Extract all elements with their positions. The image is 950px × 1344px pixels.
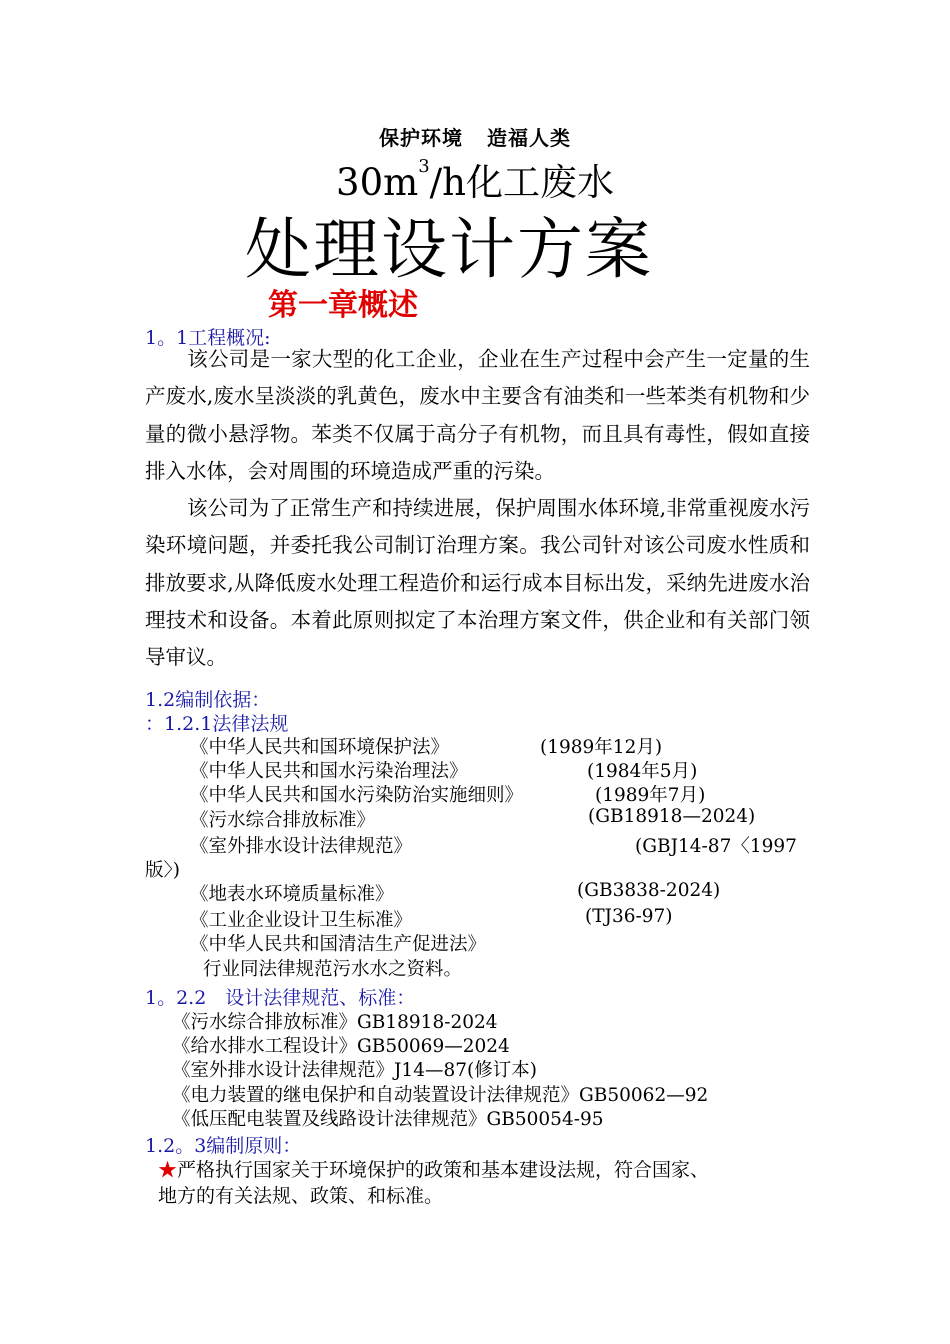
law-item: 《中华人民共和国水污染治理法》 (1984年5月): [190, 761, 698, 782]
law-item: 《中华人民共和国水污染防治实施细则》 (1989年7月): [190, 785, 706, 806]
slogan-left: 保护环境: [379, 126, 463, 150]
law-item: 《中华人民共和国环境保护法》 (1989年12月): [190, 737, 663, 758]
title-line-1: $30m^3/h$化工废水: [336, 156, 614, 204]
principle-line-2: 地方的有关法规、政策、和标准。: [158, 1185, 444, 1207]
section-1-1-heading: 1。1工程概况:: [145, 327, 271, 349]
section-1-1-paragraph-2: 该公司为了正常生产和持续进展，保护周围水体环境,非常重视废水污染环境问题，并委托我公司制订治理方案。我公司针对该公司废水性质和排放要求,从降低废水处理工程造价和运行成本目标出发，采纳先进废水治理技术和设备。本着此原则拟定了本治理方案文件，供企业和有关部门领导审议。: [145, 496, 810, 670]
section-1-1-paragraph-1: 该公司是一家大型的化工企业，企业在生产过程中会产生一定量的生产废水,废水呈淡淡的乳黄色，废水中主要含有油类和一些苯类有机物和少量的微小悬浮物。苯类不仅属于高分子有机物，而且具有毒性，假如直接排入水体，会对周围的环境造成严重的污染。: [145, 347, 810, 483]
standard-item: 《电力装置的继电保护和自动装置设计法律规范》GB50062—92: [172, 1085, 709, 1106]
star-icon: ★: [158, 1159, 178, 1181]
section-1-2-1-heading: ：1.2.1法律法规: [145, 713, 289, 735]
slogan-right: 造福人类: [487, 126, 571, 150]
law-item: 《室外排水设计法律规范》 (GBJ14-87〈1997: [190, 836, 797, 857]
standard-item: 《污水综合排放标准》GB18918-2024: [172, 1012, 498, 1033]
law-item: 行业同法律规范污水水之资料。: [203, 959, 463, 980]
section-1-2-heading: 1.2编制依据：: [145, 689, 271, 711]
law-item: 《地表水环境质量标准》 (GB3838-2024): [190, 880, 721, 905]
standard-item: 《低压配电装置及线路设计法律规范》GB50054-95: [172, 1109, 604, 1130]
law-item: 《污水综合排放标准》 (GB18918—2024): [190, 806, 756, 831]
law-item: 《工业企业设计卫生标准》 (TJ36-97): [190, 906, 673, 931]
principle-line-1: ★严格执行国家关于环境保护的政策和基本建设法规，符合国家、: [158, 1159, 710, 1181]
section-1-2-3-heading: 1.2。3编制原则：: [145, 1135, 302, 1157]
chapter-title: 第一章概述: [268, 288, 418, 323]
title-line-2: 处理设计方案: [245, 211, 653, 288]
law-item: 版〉): [145, 860, 180, 881]
law-item: 《中华人民共和国清洁生产促进法》: [190, 934, 487, 955]
superscript-3: 3: [418, 156, 430, 177]
slogan: [0, 122, 950, 151]
section-1-2-2-heading: 1。2.2 设计法律规范、标准：: [145, 987, 416, 1009]
standard-item: 《给水排水工程设计》GB50069—2024: [172, 1036, 510, 1057]
standard-item: 《室外排水设计法律规范》J14—87(修订本): [172, 1060, 537, 1081]
